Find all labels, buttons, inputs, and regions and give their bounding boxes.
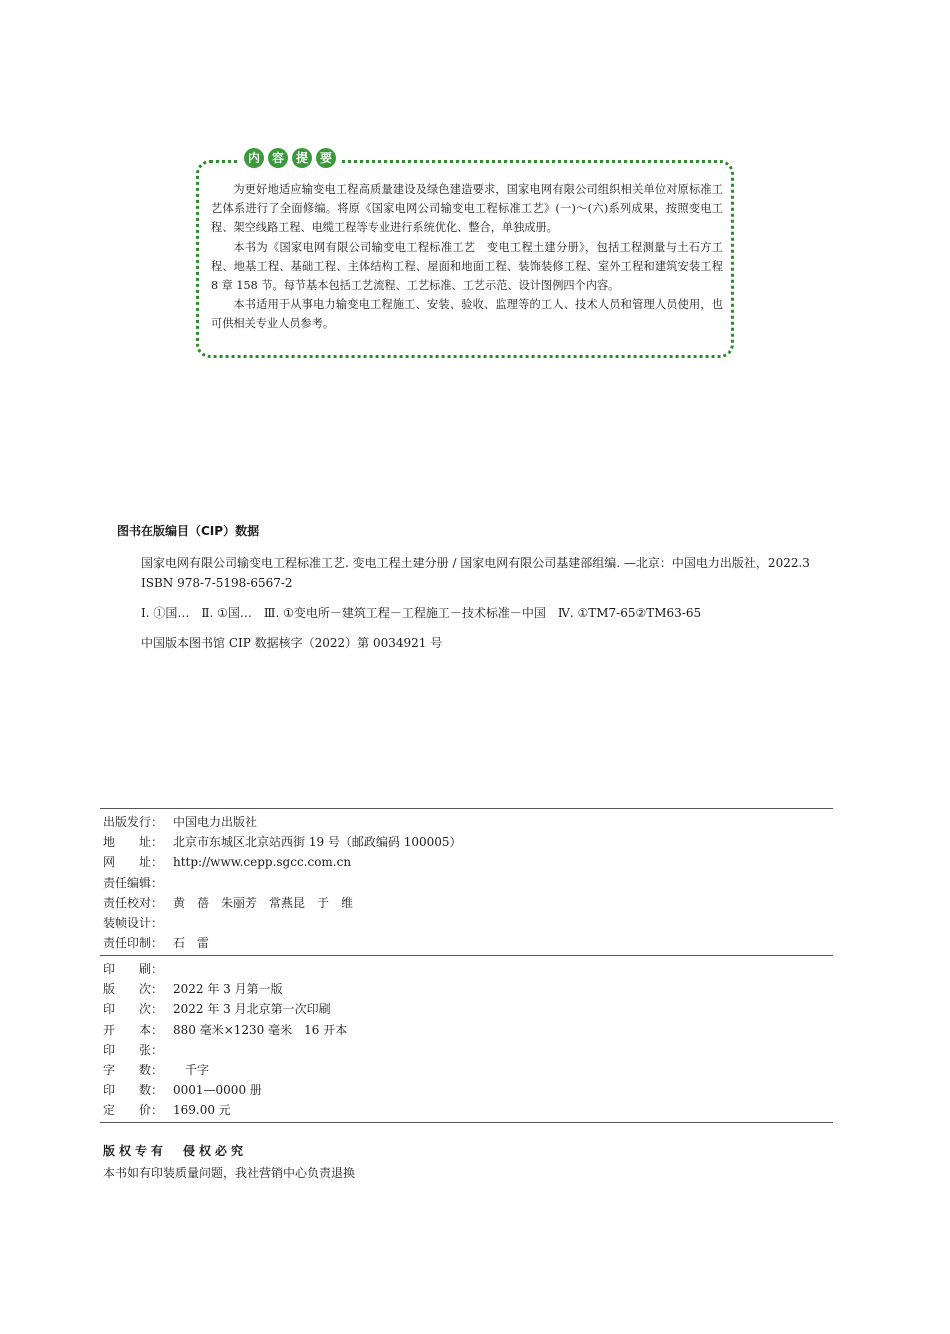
divider	[100, 1122, 833, 1123]
summary-title	[240, 148, 340, 172]
summary-paragraph: 本书为《国家电网有限公司输变电工程标准工艺 变电工程土建分册》，包括工程测量与土石方工程、地基工程、基础工程、主体结构工程、屋面和地面工程、装饰装修工程、室外工程和建筑安装工程 8 章 158 节。每节基本包括工艺流程、工艺标准、工艺示范、设计图例四个内容。	[211, 240, 723, 293]
printing-row: 印 次： 2022 年 3 月北京第一次印刷	[103, 1002, 331, 1017]
summary-text	[211, 180, 723, 334]
publication-row: 责任校对： 黄 蓓 朱丽芳 常燕昆 于 维	[103, 895, 354, 910]
printing-list	[103, 959, 803, 1121]
summary-title-char: 容	[268, 148, 288, 168]
publication-row: 地 址： 北京市东城区北京站西街 19 号（邮政编码 100005）	[103, 835, 462, 850]
cip-isbn: ISBN 978-7-5198-6567-2	[117, 576, 293, 590]
divider	[100, 955, 833, 956]
cip-block	[117, 553, 833, 653]
summary-title-char: 要	[316, 148, 336, 168]
printing-row: 印 数： 0001—0000 册	[103, 1083, 262, 1098]
publication-row: 装帧设计：	[103, 916, 164, 931]
summary-title-char: 内	[244, 148, 264, 168]
cip-classification: Ⅰ. ①国… Ⅱ. ①国… Ⅲ. ①变电所－建筑工程－工程施工－技术标准－中国 Ⅳ. ①TM7-65②TM63-65	[117, 606, 702, 620]
publication-row: 责任印制： 石 雷	[103, 936, 210, 951]
cip-library-number: 中国版本图书馆 CIP 数据核字（2022）第 0034921 号	[117, 636, 443, 650]
summary-paragraph: 本书适用于从事电力输变电工程施工、安装、验收、监理等的工人、技术人员和管理人员使用，也可供相关专业人员参考。	[211, 298, 723, 331]
printing-row: 版 次： 2022 年 3 月第一版	[103, 982, 283, 997]
printing-row: 定 价： 169.00 元	[103, 1103, 231, 1118]
summary-title-char: 提	[292, 148, 312, 168]
printing-row: 印 张：	[103, 1042, 164, 1057]
cip-title: 图书在版编目（CIP）数据	[117, 524, 260, 538]
publication-list	[103, 812, 803, 953]
publication-row: 责任编辑：	[103, 875, 164, 890]
publication-row: 网 址： http://www.cepp.sgcc.com.cn	[103, 855, 352, 870]
cip-record: 国家电网有限公司输变电工程标准工艺. 变电工程土建分册 / 国家电网有限公司基建部组编. —北京：中国电力出版社，2022.3	[117, 556, 810, 570]
printing-row: 印 刷：	[103, 962, 164, 976]
printing-row: 字 数： 千字	[103, 1063, 210, 1078]
rights-note: 本书如有印装质量问题，我社营销中心负责退换	[103, 1166, 356, 1180]
publication-row: 出版发行： 中国电力出版社	[103, 815, 258, 829]
rights-title: 版权专有 侵权必究	[103, 1144, 248, 1158]
divider	[100, 808, 833, 809]
summary-paragraph: 为更好地适应输变电工程高质量建设及绿色建造要求，国家电网有限公司组织相关单位对原标准工艺体系进行了全面修编。将原《国家电网公司输变电工程标准工艺》(一)～(六)系列成果，按照变电工程、架空线路工程、电缆工程等专业进行系统优化、整合，单独成册。	[211, 183, 723, 235]
printing-row: 开 本： 880 毫米×1230 毫米 16 开本	[103, 1022, 348, 1037]
